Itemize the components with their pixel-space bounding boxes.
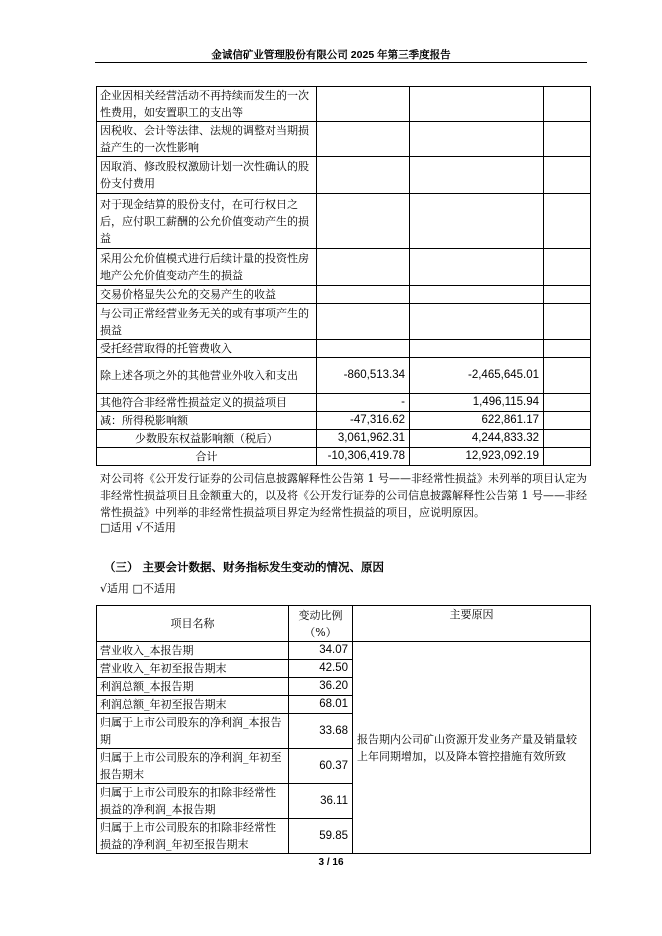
current-period-cell: -: [317, 394, 410, 412]
ytd-cell: 4,244,833.32: [410, 430, 544, 448]
ytd-cell: 1,496,115.94: [410, 394, 544, 412]
current-period-cell: [317, 157, 410, 194]
current-period-cell: [317, 304, 410, 340]
item-cell: 利润总额_年初至报告期末: [97, 696, 289, 714]
ratio-cell: 36.20: [289, 678, 353, 696]
table-row: [97, 358, 591, 394]
section-applicability: √适用 □不适用: [100, 582, 176, 595]
item-cell: 营业收入_年初至报告期末: [97, 660, 289, 678]
table-row: [97, 304, 591, 340]
header-divider: [95, 62, 587, 63]
table-row: [97, 642, 591, 660]
item-cell: 除上述各项之外的其他营业外收入和支出: [97, 358, 317, 394]
table-row: [97, 394, 591, 412]
current-period-cell: [317, 286, 410, 304]
table-row: [97, 286, 591, 304]
item-cell: 交易价格显失公允的交易产生的收益: [97, 286, 317, 304]
item-cell: 少数股东权益影响额（税后）: [97, 430, 317, 448]
item-cell: 减：所得税影响额: [97, 412, 317, 430]
ratio-cell: 59.85: [289, 819, 353, 854]
current-period-cell: 3,061,962.31: [317, 430, 410, 448]
ytd-cell: [410, 157, 544, 194]
note-cell: [544, 448, 591, 466]
ytd-cell: [410, 249, 544, 286]
current-period-cell: -47,316.62: [317, 412, 410, 430]
current-period-cell: [317, 87, 410, 122]
ratio-cell: 68.01: [289, 696, 353, 714]
item-cell: 受托经营取得的托管费收入: [97, 340, 317, 358]
ytd-cell: -2,465,645.01: [410, 358, 544, 394]
item-cell: 利润总额_本报告期: [97, 678, 289, 696]
item-cell: 归属于上市公司股东的净利润_年初至报告期末: [97, 749, 289, 784]
note-cell: [544, 122, 591, 157]
item-cell: 因取消、修改股权激励计划一次性确认的股份支付费用: [97, 157, 317, 194]
table-row: [97, 430, 591, 448]
page-number: 3 / 16: [318, 857, 344, 868]
note-cell: [544, 412, 591, 430]
note-cell: [544, 304, 591, 340]
header-item-name: 项目名称: [97, 606, 289, 642]
ratio-cell: 42.50: [289, 660, 353, 678]
note-cell: [544, 87, 591, 122]
table-header-row: [97, 606, 591, 642]
item-cell: 合计: [97, 448, 317, 466]
item-cell: 营业收入_本报告期: [97, 642, 289, 660]
ratio-cell: 36.11: [289, 784, 353, 819]
ytd-cell: [410, 87, 544, 122]
current-period-cell: -10,306,419.78: [317, 448, 410, 466]
header-main-reason: 主要原因: [353, 606, 591, 642]
ratio-cell: 60.37: [289, 749, 353, 784]
note-cell: [544, 358, 591, 394]
item-cell: 因税收、会计等法律、法规的调整对当期损益产生的一次性影响: [97, 122, 317, 157]
non-recurring-items-table: [96, 86, 591, 466]
ytd-cell: 622,861.17: [410, 412, 544, 430]
ratio-cell: 33.68: [289, 714, 353, 749]
key-indicator-change-table: [96, 605, 591, 854]
ytd-cell: [410, 122, 544, 157]
table-row: [97, 194, 591, 249]
note-applicability: □适用 √不适用: [100, 521, 176, 534]
item-cell: 企业因相关经营活动不再持续而发生的一次性费用，如安置职工的支出等: [97, 87, 317, 122]
item-cell: 采用公允价值模式进行后续计量的投资性房地产公允价值变动产生的损益: [97, 249, 317, 286]
ytd-cell: 12,923,092.19: [410, 448, 544, 466]
current-period-cell: [317, 249, 410, 286]
note-cell: [544, 430, 591, 448]
note-cell: [544, 286, 591, 304]
note-cell: [544, 157, 591, 194]
ytd-cell: [410, 304, 544, 340]
table-row: [97, 249, 591, 286]
ratio-cell: 34.07: [289, 642, 353, 660]
table-row: [97, 412, 591, 430]
current-period-cell: [317, 340, 410, 358]
table-row: [97, 157, 591, 194]
current-period-cell: [317, 194, 410, 249]
note-cell: [544, 249, 591, 286]
table-row: [97, 122, 591, 157]
table-row: [97, 87, 591, 122]
current-period-cell: [317, 122, 410, 157]
item-cell: 归属于上市公司股东的净利润_本报告期: [97, 714, 289, 749]
item-cell: 对于现金结算的股份支付，在可行权日之后，应付职工薪酬的公允价值变动产生的损益: [97, 194, 317, 249]
page-header: 金诚信矿业管理股份有限公司 2025 年第三季度报告: [211, 49, 451, 61]
ytd-cell: [410, 286, 544, 304]
ytd-cell: [410, 194, 544, 249]
item-cell: 归属于上市公司股东的扣除非经常性损益的净利润_年初至报告期末: [97, 819, 289, 854]
reason-cell: 报告期内公司矿山资源开发业务产量及销量较上年同期增加，以及降本管控措施有效所致: [353, 642, 591, 854]
table-row-total: [97, 448, 591, 466]
ytd-cell: [410, 340, 544, 358]
item-cell: 归属于上市公司股东的扣除非经常性损益的净利润_本报告期: [97, 784, 289, 819]
note-paragraph: 对公司将《公开发行证券的公司信息披露解释性公告第 1 号——非经常性损益》未列举的项目认定为非经常性损益项目且金额重大的，以及将《公开发行证券的公司信息披露解释性公告第 1 号——非经常性损益》中列举的非经常性损益项目界定为经常性损益的项目，应说明原因。: [100, 472, 587, 519]
section-title: （三） 主要会计数据、财务指标发生变动的情况、原因: [104, 560, 385, 574]
note-cell: [544, 394, 591, 412]
item-cell: 与公司正常经营业务无关的或有事项产生的损益: [97, 304, 317, 340]
table-row: [97, 340, 591, 358]
note-cell: [544, 340, 591, 358]
current-period-cell: -860,513.34: [317, 358, 410, 394]
item-cell: 其他符合非经常性损益定义的损益项目: [97, 394, 317, 412]
note-cell: [544, 194, 591, 249]
header-change-ratio: 变动比例（%）: [289, 606, 353, 642]
